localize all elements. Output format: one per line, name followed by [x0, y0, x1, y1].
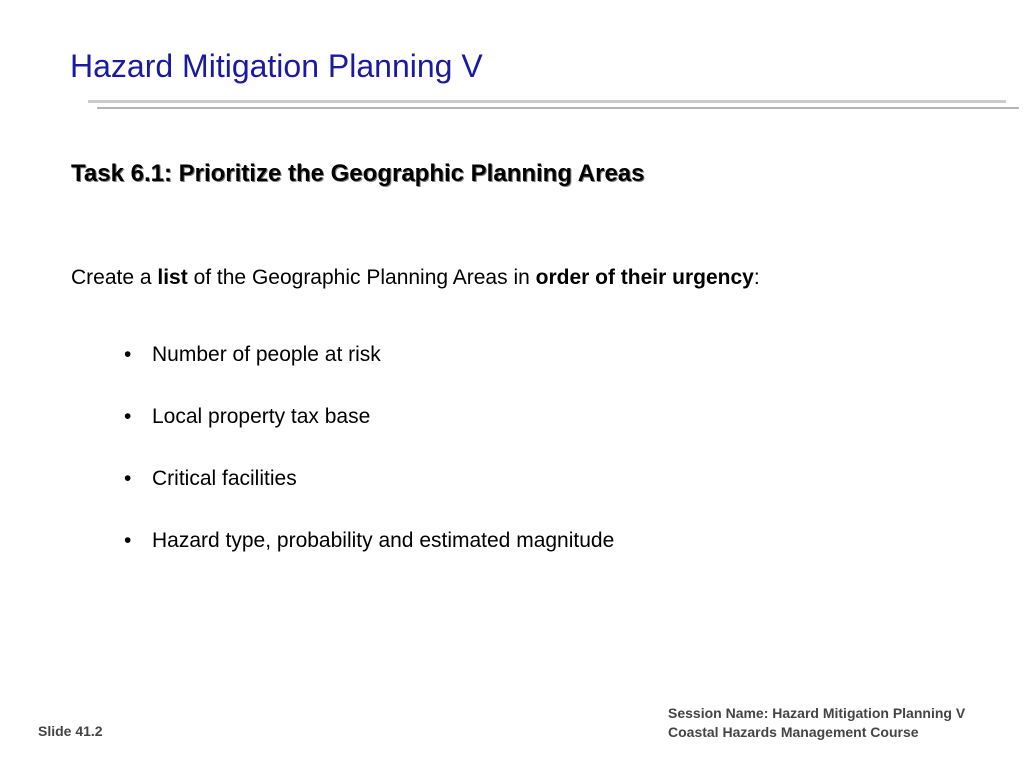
intro-emphasis-list: list — [157, 266, 188, 289]
list-item-text: Local property tax base — [152, 405, 371, 428]
list-item-text: Number of people at risk — [152, 343, 381, 366]
intro-text-1: Create a — [71, 266, 158, 289]
intro-text-3: : — [753, 266, 760, 289]
session-name: Session Name: Hazard Mitigation Planning V — [668, 705, 966, 721]
intro-sentence — [71, 264, 760, 292]
bullet-icon: • — [124, 405, 132, 428]
bullet-icon: • — [124, 343, 132, 366]
bullet-icon: • — [124, 467, 132, 490]
title-divider-lower — [97, 107, 1019, 109]
course-name: Coastal Hazards Management Course — [668, 724, 919, 740]
list-item-text: Critical facilities — [152, 467, 297, 490]
footer-meta — [668, 704, 965, 742]
bullet-icon: • — [124, 529, 132, 552]
intro-text-2: of the Geographic Planning Areas in — [187, 266, 536, 289]
task-heading: Task 6.1: Prioritize the Geographic Planning Areas — [71, 160, 645, 187]
slide-title: Hazard Mitigation Planning V — [70, 48, 483, 84]
intro-emphasis-urgency: order of their urgency — [535, 266, 754, 289]
list-item-text: Hazard type, probability and estimated magnitude — [152, 529, 615, 552]
slide-number: Slide 41.2 — [38, 723, 103, 739]
title-divider-upper — [88, 100, 1006, 103]
